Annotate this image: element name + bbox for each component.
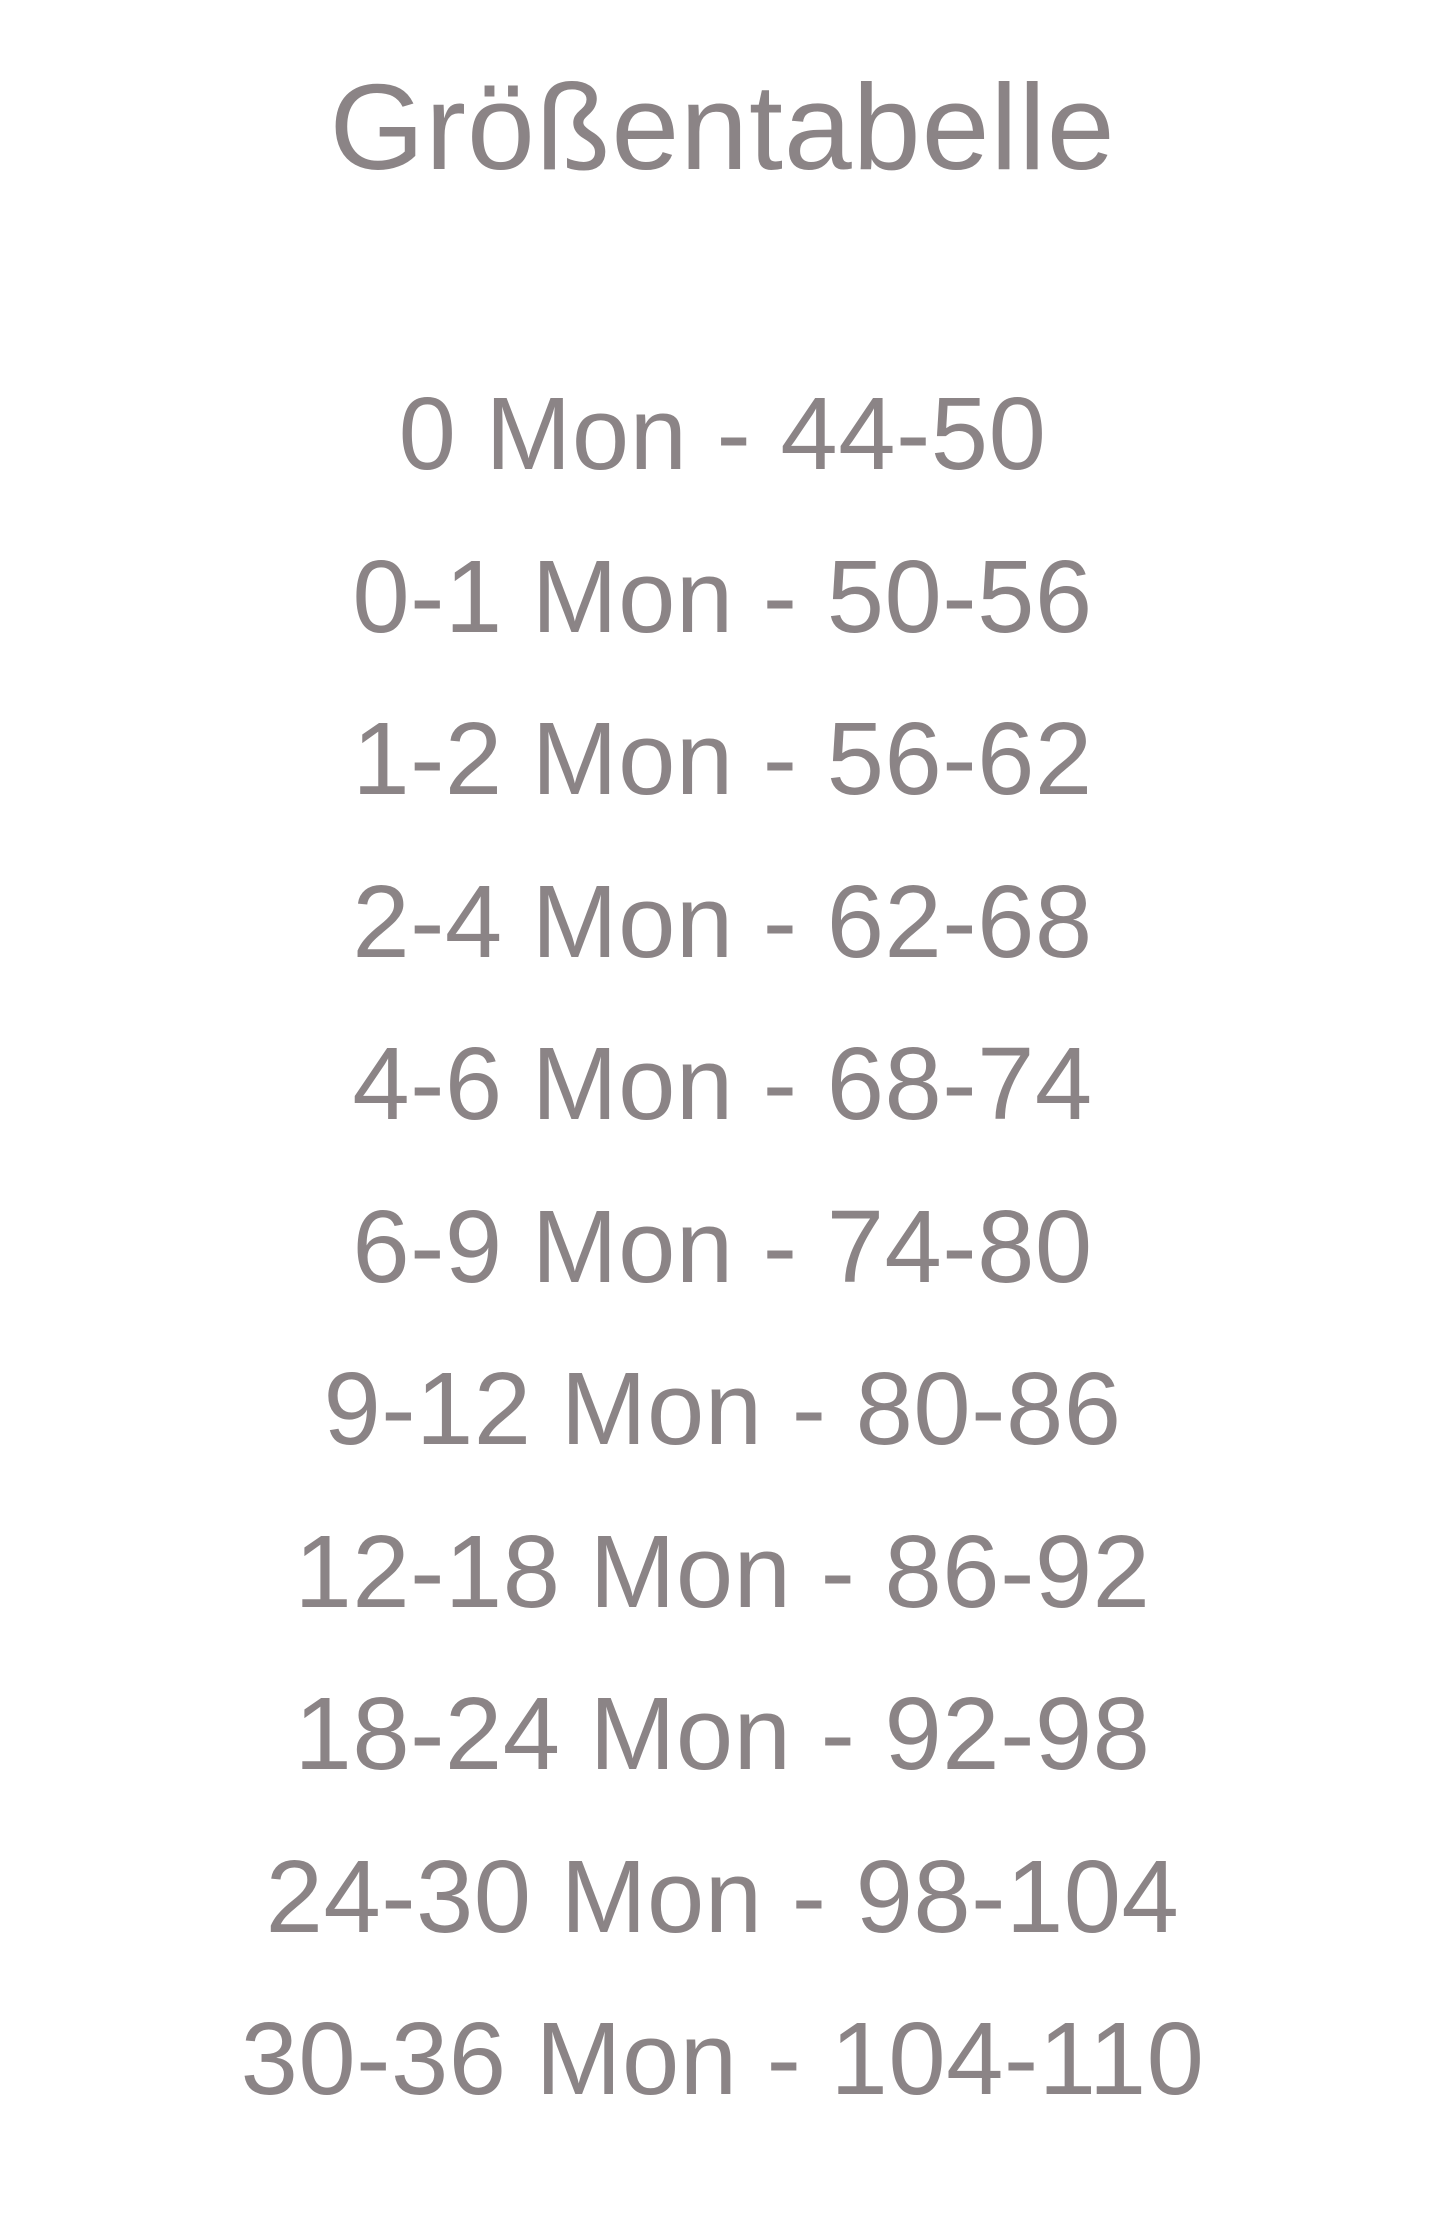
page-title: Größentabelle — [329, 59, 1116, 195]
size-row: 2-4 Mon - 62-68 — [352, 863, 1093, 979]
size-row: 30-36 Mon - 104-110 — [240, 2001, 1205, 2116]
size-row: 0 Mon - 44-50 — [398, 376, 1047, 491]
size-row: 1-2 Mon - 56-62 — [352, 701, 1093, 816]
size-row: 0-1 Mon - 50-56 — [352, 538, 1093, 654]
size-row: 24-30 Mon - 98-104 — [265, 1838, 1180, 1954]
size-row: 12-18 Mon - 86-92 — [294, 1513, 1151, 1629]
size-row: 18-24 Mon - 92-98 — [294, 1676, 1151, 1791]
size-table — [0, 353, 1445, 2141]
size-row: 4-6 Mon - 68-74 — [352, 1026, 1093, 1141]
size-row: 6-9 Mon - 74-80 — [352, 1188, 1093, 1304]
size-row: 9-12 Mon - 80-86 — [323, 1351, 1122, 1466]
